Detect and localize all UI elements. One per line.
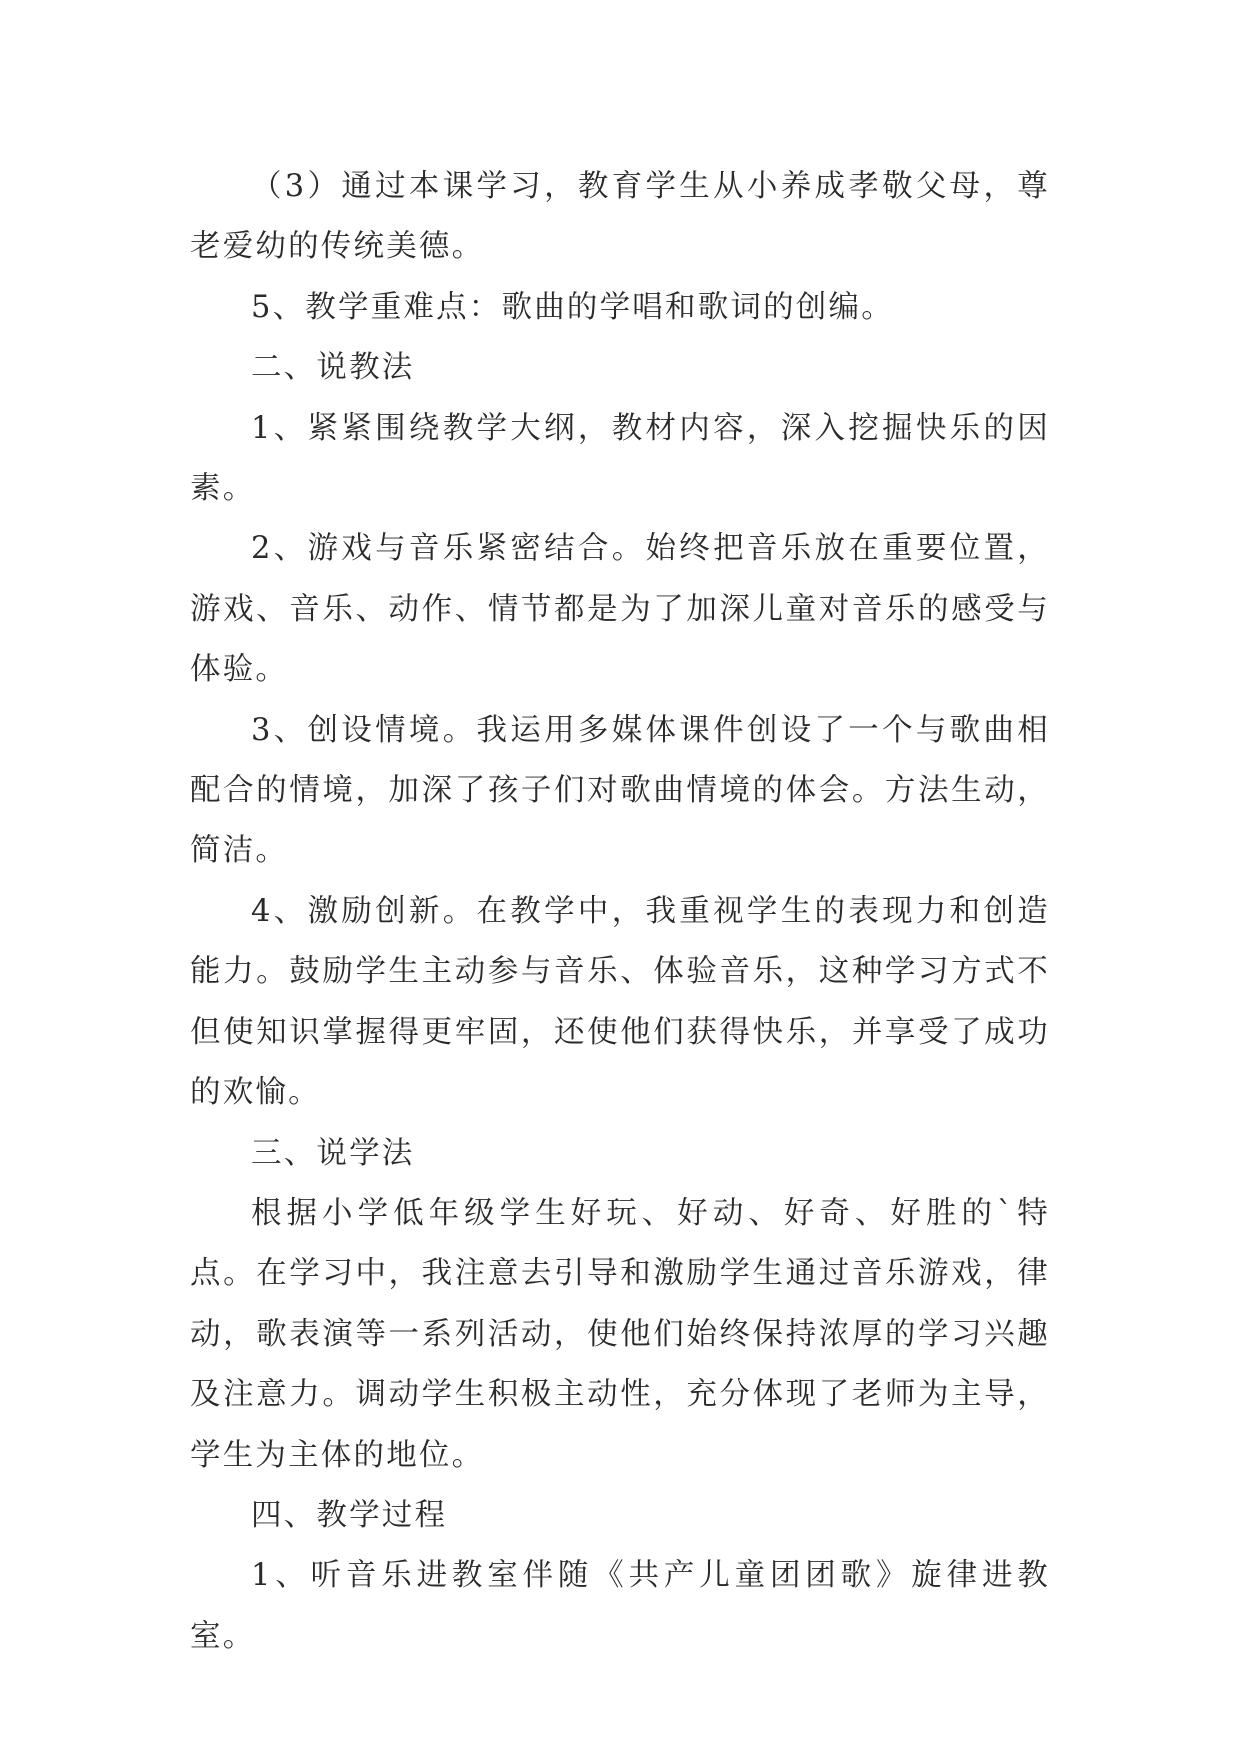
paragraph-method-4: 4、激励创新。在教学中，我重视学生的表现力和创造能力。鼓励学生主动参与音乐、体验音乐，这种学习方式不但使知识掌握得更牢固，还使他们获得快乐，并享受了成功的欢愉。 [190, 893, 1050, 1111]
paragraph-learning-methods: 根据小学低年级学生好玩、好动、好奇、好胜的`特点。在学习中，我注意去引导和激励学生通过音乐游戏，律动，歌表演等一系列活动，使他们始终保持浓厚的学习兴趣及注意力。调动学生积极主动性，充分体现了老师为主导，学生为主体的地位。 [190, 1195, 1050, 1473]
heading-learning-methods: 三、说学法 [251, 1135, 415, 1171]
document-body [190, 157, 1050, 1667]
paragraph-method-2: 2、游戏与音乐紧密结合。始终把音乐放在重要位置，游戏、音乐、动作、情节都是为了加深儿童对音乐的感受与体验。 [190, 531, 1050, 688]
paragraph-key-difficulties: 5、教学重难点：歌曲的学唱和歌词的创编。 [251, 289, 894, 325]
paragraph-objective-3: （3）通过本课学习，教育学生从小养成孝敬父母，尊老爱幼的传统美德。 [190, 169, 1050, 265]
paragraph-method-3: 3、创设情境。我运用多媒体课件创设了一个与歌曲相配合的情境，加深了孩子们对歌曲情境的体会。方法生动，简洁。 [190, 712, 1050, 869]
heading-teaching-methods: 二、说教法 [251, 350, 415, 386]
heading-teaching-process: 四、教学过程 [251, 1497, 448, 1533]
paragraph-method-1: 1、紧紧围绕教学大纲，教材内容，深入挖掘快乐的因素。 [190, 410, 1050, 507]
paragraph-process-1: 1、听音乐进教室伴随《共产儿童团团歌》旋律进教室。 [190, 1558, 1050, 1654]
